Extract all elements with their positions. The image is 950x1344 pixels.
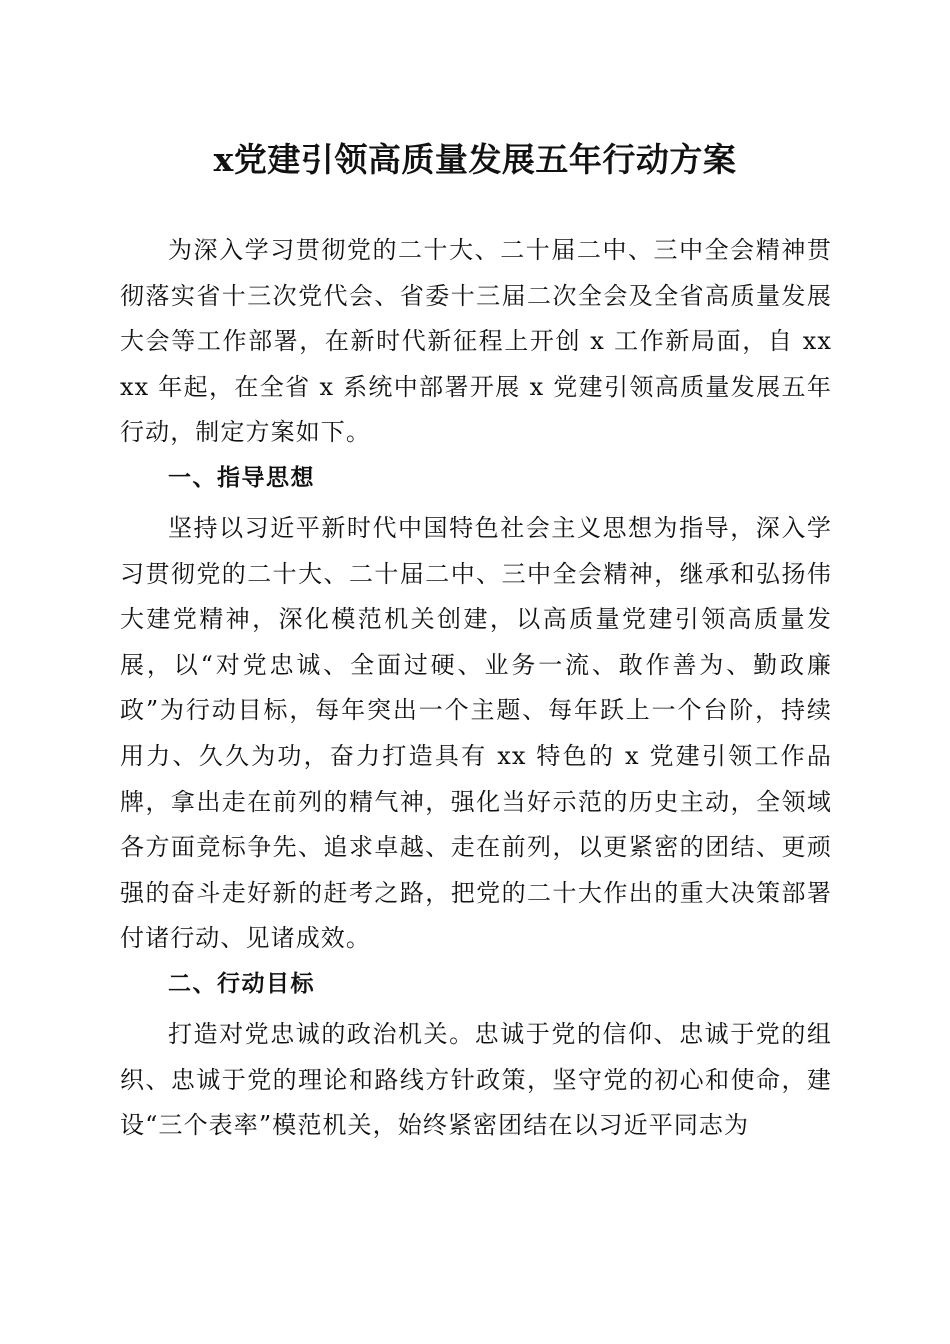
intro-paragraph: 为深入学习贯彻党的二十大、二十届二中、三中全会精神贯彻落实省十三次党代会、省委十三届二次全会及全省高质量发展大会等工作部署，在新时代新征程上开创 x 工作新局面，自 xxxx 年起，在全省 x 系统中部署开展 x 党建引领高质量发展五年行动，制定方案如下。 xyxy=(120,236,832,447)
guiding-ideology-paragraph: 坚持以习近平新时代中国特色社会主义思想为指导，深入学习贯彻党的二十大、二十届二中、三中全会精神，继承和弘扬伟大建党精神，深化模范机关创建，以高质量党建引领高质量发展，以“对党忠诚、全面过硬、业务一流、敢作善为、勤政廉政”为行动目标，每年突出一个主题、每年跃上一个台阶，持续用力、久久为功，奋力打造具有 xx 特色的 x 党建引领工作品牌，拿出走在前列的精气神，强化当好示范的历史主动，全领域各方面竞标争先、追求卓越、走在前列，以更紧密的团结、更顽强的奋斗走好新的赶考之路，把党的二十大作出的重大决策部署付诸行动、见诸成效。 xyxy=(120,513,832,953)
section-heading-guiding-ideology: 一、指导思想 xyxy=(168,464,315,491)
document-body xyxy=(120,228,832,1149)
section-heading-action-goals: 二、行动目标 xyxy=(168,970,315,997)
document-title: x党建引领高质量发展五年行动方案 xyxy=(213,140,737,179)
action-goals-paragraph: 打造对党忠诚的政治机关。忠诚于党的信仰、忠诚于党的组织、忠诚于党的理论和路线方针政策，坚守党的初心和使命，建设“三个表率”模范机关，始终紧密团结在以习近平同志为 xyxy=(120,1019,832,1140)
